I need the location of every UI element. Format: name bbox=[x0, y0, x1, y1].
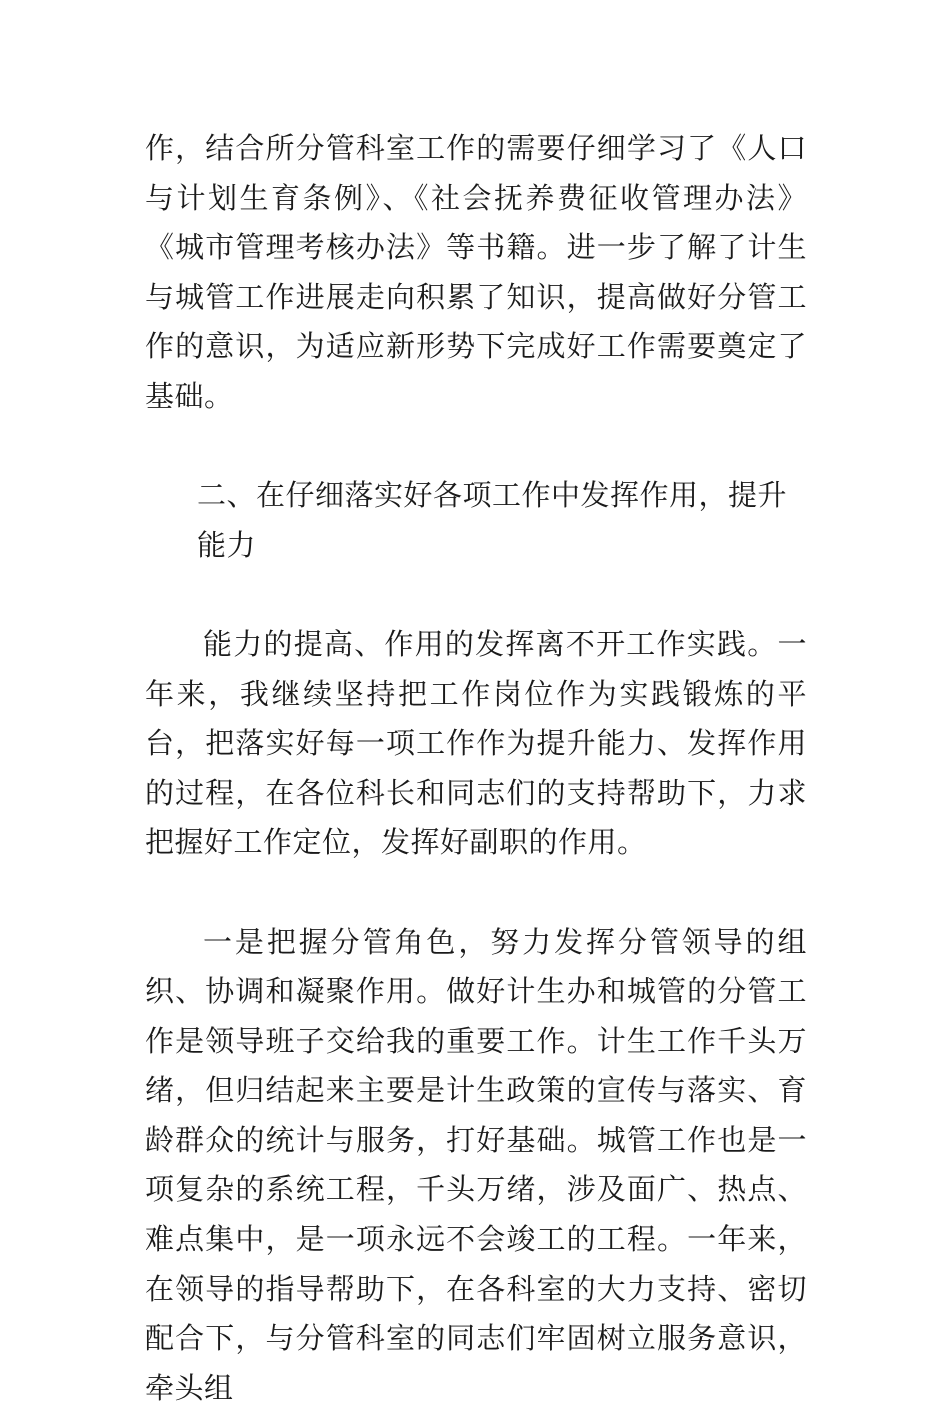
paragraph-continuation: 作，结合所分管科室工作的需要仔细学习了《人口与计划生育条例》、《社会抚养费征收管理办法》《城市管理考核办法》等书籍。进一步了解了计生与城管工作进展走向积累了知识，提高做好分管工作的意识，为适应新形势下完成好工作需要奠定了基础。 bbox=[145, 124, 807, 422]
paragraph-gap bbox=[145, 570, 807, 620]
paragraph-gap bbox=[145, 868, 807, 918]
paragraph-practice: 能力的提高、作用的发挥离不开工作实践。一年来，我继续坚持把工作岗位作为实践锻炼的平台，把落实好每一项工作作为提升能力、发挥作用的过程，在各位科长和同志们的支持帮助下，力求把握好工作定位，发挥好副职的作用。 bbox=[145, 620, 807, 868]
section-heading: 二、在仔细落实好各项工作中发挥作用，提升能力 bbox=[145, 471, 807, 570]
document-body bbox=[145, 124, 807, 1413]
paragraph-role: 一是把握分管角色，努力发挥分管领导的组织、协调和凝聚作用。做好计生办和城管的分管工作是领导班子交给我的重要工作。计生工作千头万绪，但归结起来主要是计生政策的宣传与落实、育龄群众的统计与服务，打好基础。城管工作也是一项复杂的系统工程，千头万绪，涉及面广、热点、难点集中，是一项永远不会竣工的工程。一年来，在领导的指导帮助下，在各科室的大力支持、密切配合下，与分管科室的同志们牢固树立服务意识，牵头组 bbox=[145, 918, 807, 1413]
paragraph-gap bbox=[145, 422, 807, 472]
